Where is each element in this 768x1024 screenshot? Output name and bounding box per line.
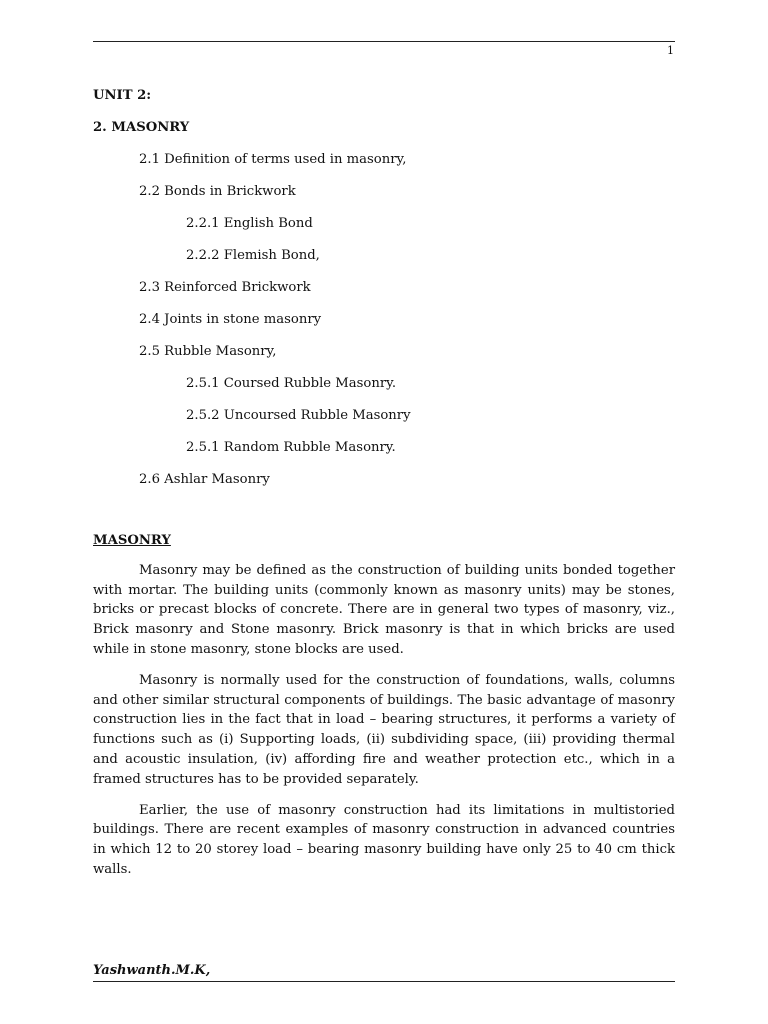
footer-rule <box>93 981 675 982</box>
section-heading: MASONRY <box>93 533 171 548</box>
toc-item: 2.5 Rubble Masonry, <box>139 344 277 359</box>
toc-subitem: 2.5.1 Coursed Rubble Masonry. <box>186 376 397 391</box>
toc-item: 2.2 Bonds in Brickwork <box>139 184 296 199</box>
body-paragraph: Masonry may be defined as the construction of building units bonded together with mortar. The building units (commonly known as masonry units) may be stones, bricks or precast blocks of concrete. There are in general two types of masonry, viz., Brick masonry and Stone masonry. Brick masonry is that in which bricks are used while in stone masonry, stone blocks are used. <box>93 562 675 657</box>
toc-item: 2.4 Joints in stone masonry <box>139 312 322 327</box>
toc-item: 2.1 Definition of terms used in masonry, <box>139 152 407 167</box>
footer-author: Yashwanth.M.K, <box>93 963 211 978</box>
toc-subitem: 2.2.1 English Bond <box>186 216 313 231</box>
body-paragraph: Masonry is normally used for the construction of foundations, walls, columns and other similar structural components of buildings. The basic advantage of masonry construction lies in the fact that in load – bearing structures, it performs a variety of functions such as (i) Supporting loads, (ii) subdividing space, (iii) providing thermal and acoustic insulation, (iv) affording fire and weather protection etc., which in a framed structures has to be provided separately. <box>93 672 675 787</box>
toc-subitem: 2.5.2 Uncoursed Rubble Masonry <box>186 408 411 423</box>
chapter-title: 2. MASONRY <box>93 120 190 135</box>
page-number: 1 <box>667 44 674 57</box>
toc-subitem: 2.5.1 Random Rubble Masonry. <box>186 440 396 455</box>
body-paragraph: Earlier, the use of masonry construction had its limitations in multistoried buildings. There are recent examples of masonry construction in advanced countries in which 12 to 20 storey load – bearing masonry building have only 25 to 40 cm thick walls. <box>93 802 675 877</box>
toc-subitem: 2.2.2 Flemish Bond, <box>186 248 320 263</box>
page-content <box>93 86 675 891</box>
toc-item: 2.6 Ashlar Masonry <box>139 472 270 487</box>
unit-title: UNIT 2: <box>93 88 152 103</box>
table-of-contents <box>93 150 675 502</box>
header-rule <box>93 41 675 42</box>
toc-item: 2.3 Reinforced Brickwork <box>139 280 311 295</box>
